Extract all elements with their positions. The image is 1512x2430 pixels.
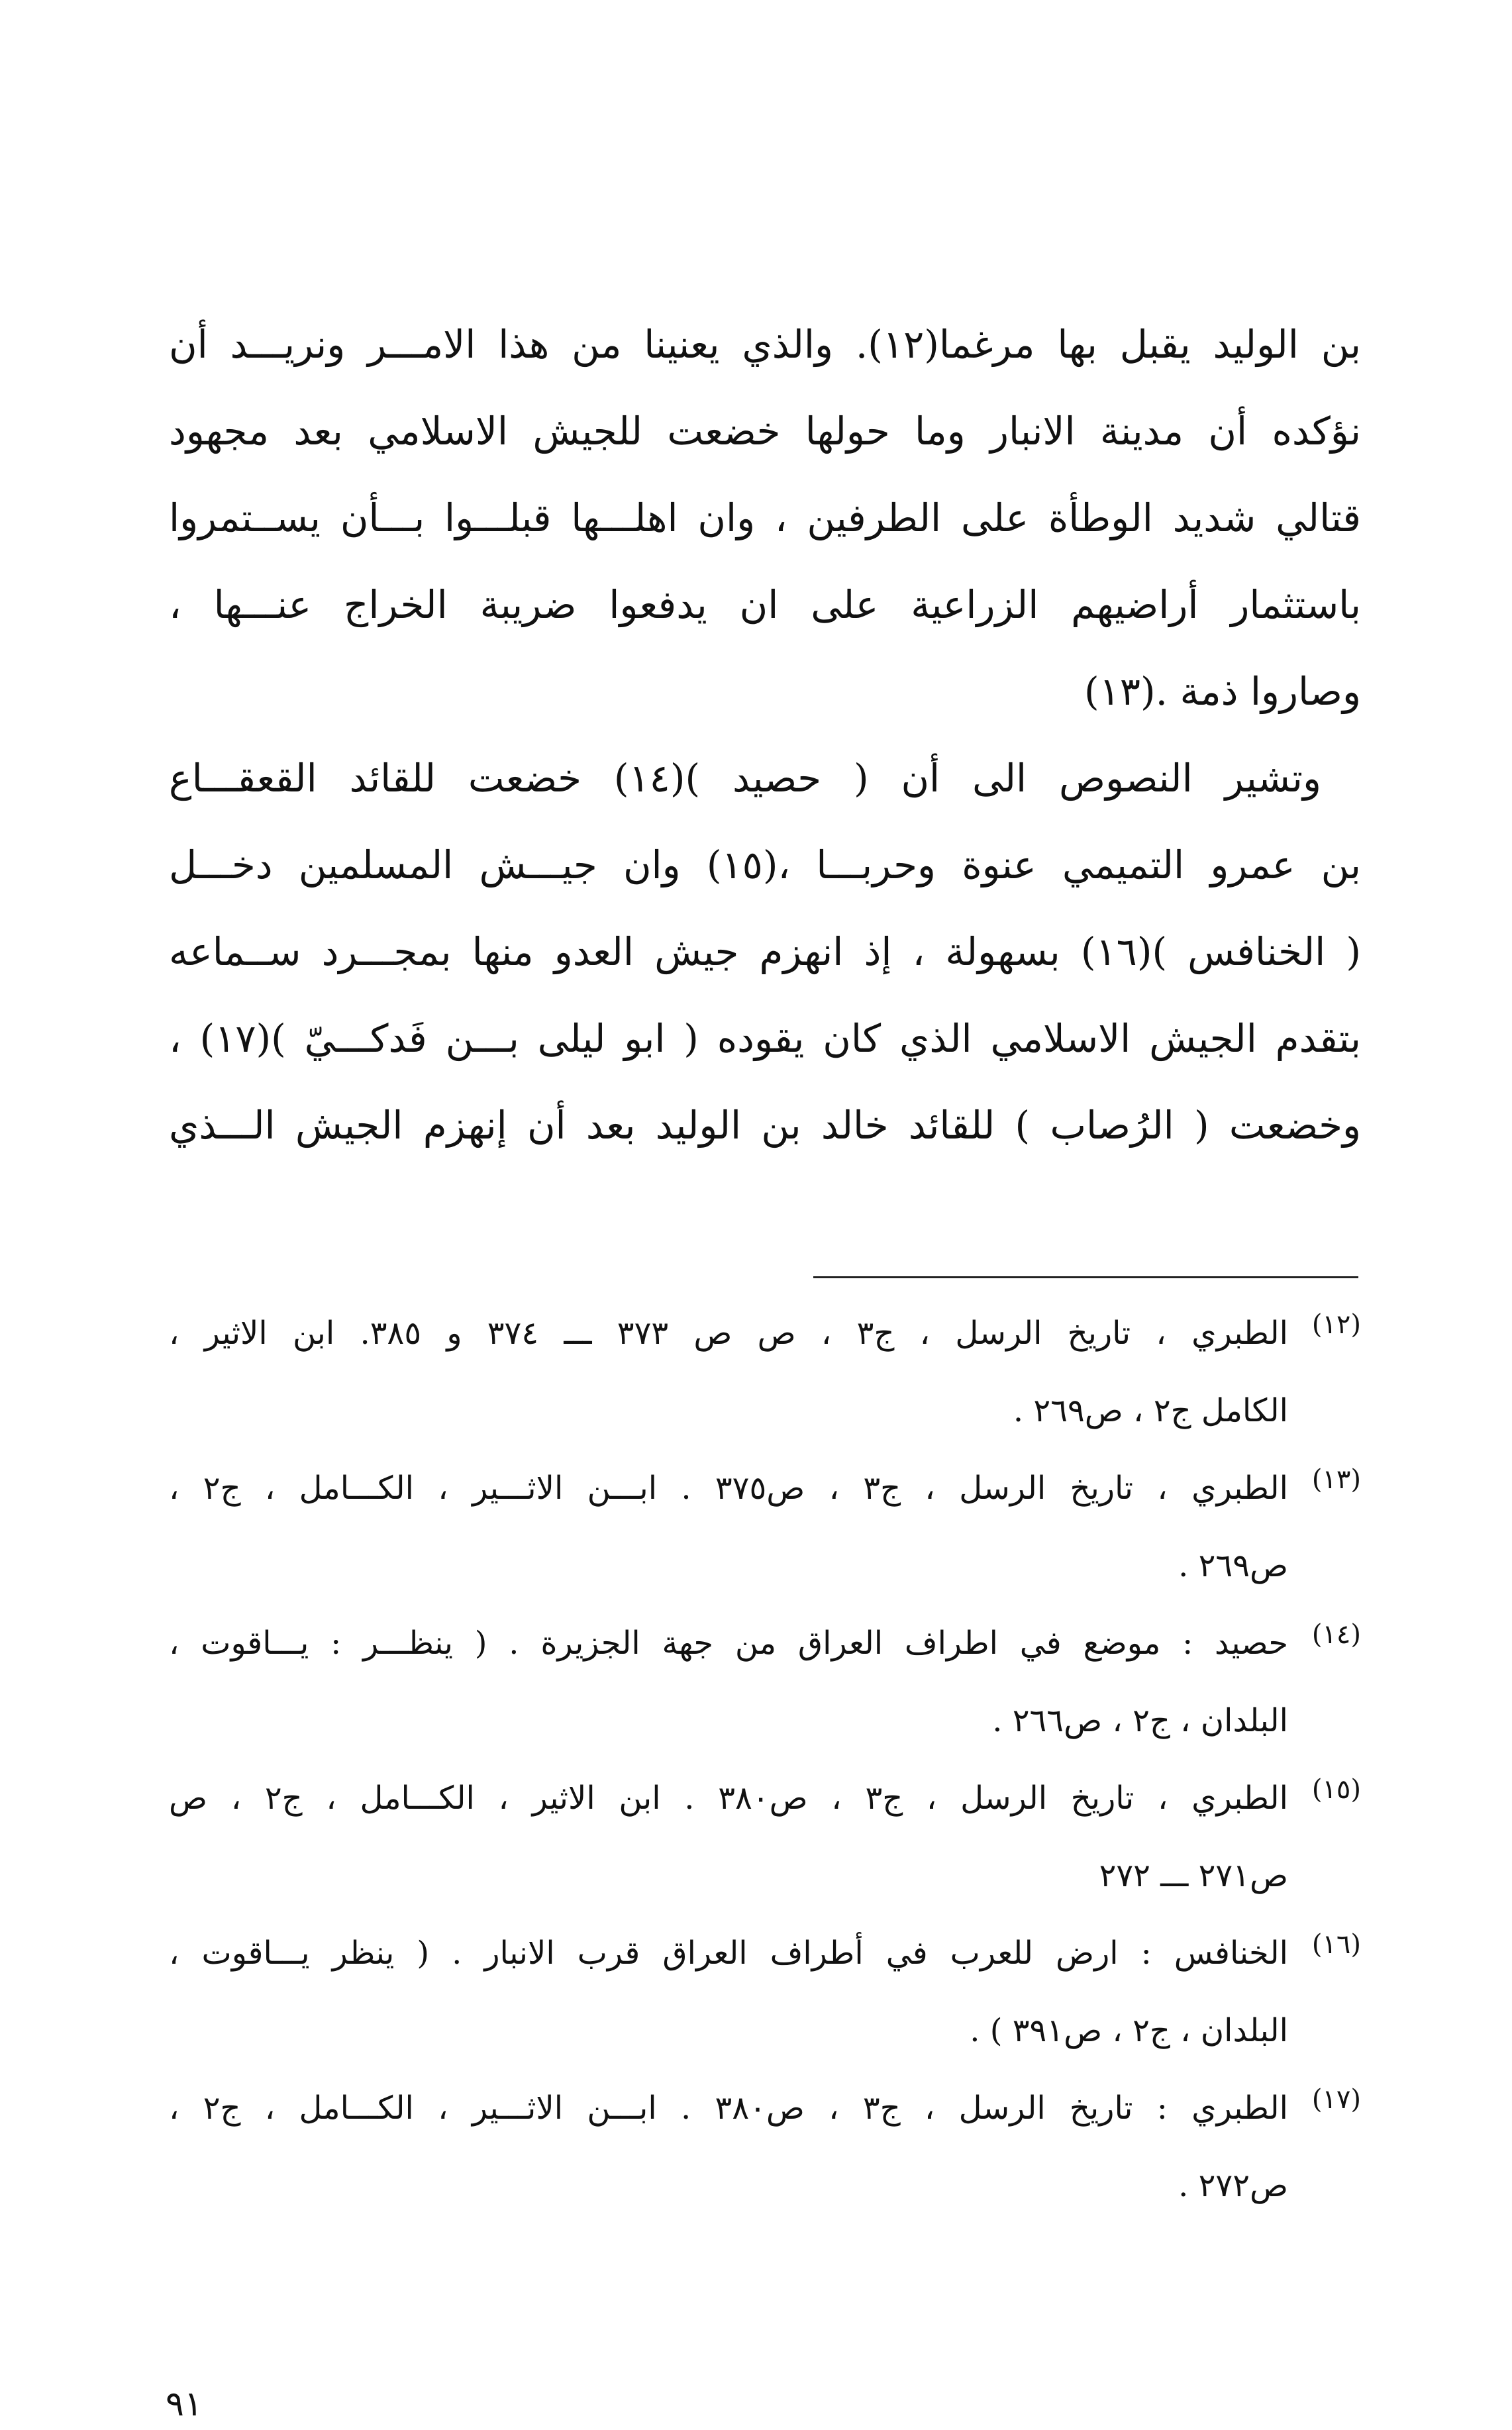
footnotes [169,1295,1361,2225]
footnote-line: الطبري ، تاريخ الرسل ، ج٣ ، ص٣٨٠ . ابن الاثير ، الكـــامل ، ج٢ ، ص [169,1780,1288,1817]
text-line: وتشير النصوص الى أن ( حصيد )(١٤) خضعت للقائد القعقـــاع [169,756,1321,801]
footnote-number: (١٣) [1311,1464,1361,1495]
text-line: وصاروا ذمة .(١٣) [1084,669,1361,714]
footnote-line: البلدان ، ج٢ ، ص٢٦٦ . [992,1702,1288,1739]
footnote-number: (١٧) [1311,2084,1361,2115]
footnote-line: الخنافس : ارض للعرب في أطراف العراق قرب الانبار . ( ينظر يـــاقوت ، [169,1935,1288,1972]
text-line: وخضعت ( الرُصاب ) للقائد خالد بن الوليد بعد أن إنهزم الجيش الـــذي [169,1103,1361,1148]
footnote-17 [169,2070,1361,2225]
footnote-14 [169,1605,1361,1760]
footnote-line: البلدان ، ج٢ ، ص٣٩١ ) . [970,2012,1288,2049]
footnote-line: ص٢٧١ ـــ ٢٧٢ [1099,1857,1288,1894]
text-line: بتقدم الجيش الاسلامي الذي كان يقوده ( ابو ليلى بـــن فَدكـــيّ )(١٧) ، [169,1016,1361,1061]
footnote-line: الكامل ج٢ ، ص٢٦٩ . [1013,1392,1288,1429]
footnote-line: حصيد : موضع في اطراف العراق من جهة الجزيرة . ( ينظـــر : يـــاقوت ، [169,1625,1288,1662]
footnote-number: (١٤) [1311,1619,1361,1650]
footnote-15 [169,1760,1361,1915]
paragraph-1 [169,301,1361,735]
footnote-number: (١٢) [1311,1309,1361,1340]
footnote-line: الطبري : تاريخ الرسل ، ج٣ ، ص٣٨٠ . ابـــن الاثـــير ، الكـــامل ، ج٢ ، [169,2090,1288,2127]
text-line: ( الخنافس )(١٦) بسهولة ، إذ انهزم جيش العدو منها بمجـــرد ســماعه [169,929,1361,974]
footnote-number: (١٥) [1311,1774,1361,1805]
paragraph-2 [169,735,1361,1169]
text-line: بن الوليد يقبل بها مرغما(١٢). والذي يعنينا من هذا الامـــر ونريـــد أن [169,322,1361,367]
footnote-16 [169,1915,1361,2070]
footnote-line: ص٢٧٢ . [1178,2167,1288,2204]
text-line: بن عمرو التميمي عنوة وحربـــا ،(١٥) وان جيـــش المسلمين دخـــل [169,842,1361,887]
text-line: قتالي شديد الوطأة على الطرفين ، وان اهلـــها قبلـــوا بـــأن يســتمروا [169,495,1361,540]
text-line: باستثمار أراضيهم الزراعية على ان يدفعوا ضريبة الخراج عنـــها ، [169,582,1361,627]
footnote-separator [813,1276,1358,1278]
footnote-number: (١٦) [1311,1929,1361,1960]
footnote-line: الطبري ، تاريخ الرسل ، ج٣ ، ص٣٧٥ . ابـــن الاثـــير ، الكـــامل ، ج٢ ، [169,1470,1288,1507]
footnote-13 [169,1450,1361,1605]
footnote-line: الطبري ، تاريخ الرسل ، ج٣ ، ص ص ٣٧٣ ـــ ٣٧٤ و ٣٨٥. ابن الاثير ، [169,1315,1289,1352]
footnote-12 [169,1295,1361,1450]
footnote-line: ص٢٦٩ . [1178,1547,1288,1584]
main-text [169,301,1361,1169]
page-number: ٩١ [166,2384,203,2424]
text-line: نؤكده أن مدينة الانبار وما حولها خضعت للجيش الاسلامي بعد مجهود [169,409,1361,454]
